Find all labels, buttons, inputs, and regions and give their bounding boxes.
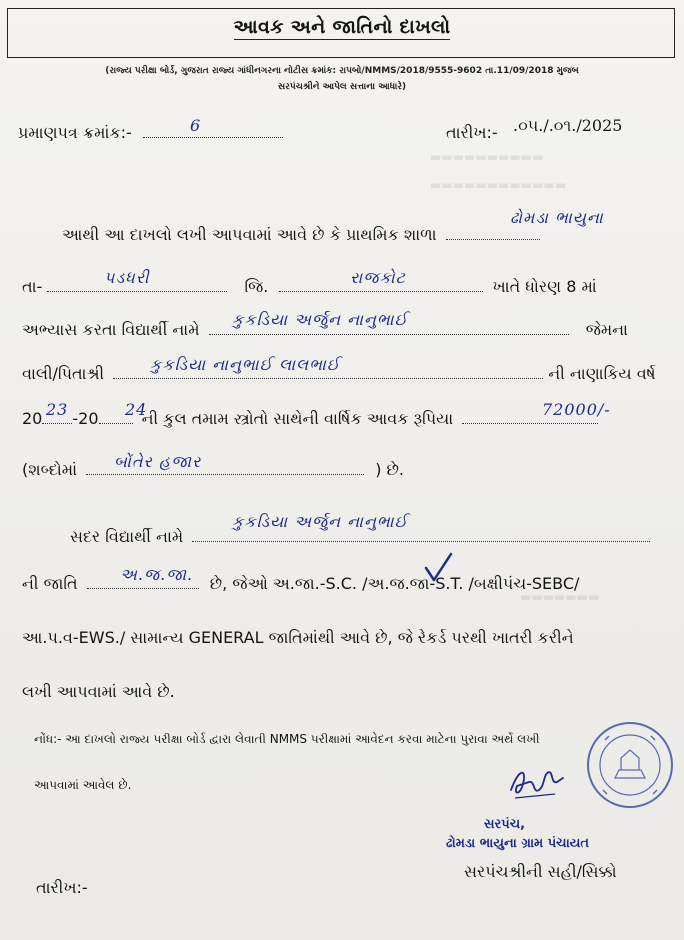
caste-line-3: લખી આપવામાં આવે છે. [22,682,175,701]
income-value: 72000/- [542,400,611,419]
caste-value: અ.જ.જા. [120,565,194,584]
note-line-2: આપવામાં આવેલ છે. [34,778,132,792]
district-label: જિ. [244,277,269,296]
date-label: તારીખ:- [446,123,498,142]
student-label-2: સદર વિદ્યાર્થી નામે [70,527,184,546]
certificate-number: 6 [190,116,202,135]
words-end: ) છે. [375,460,404,479]
signature-label: સરપંચશ્રીની સહી/સિક્કો [464,862,617,881]
school-row [62,225,540,245]
note-line-1: નોંધ:- આ દાખલો રાજ્ય પરીક્ષા બોર્ડ દ્વારા લેવાતી NMMS પરીક્ષામાં આવેદન કરવા માટેના પુરાવા અર્થે લખી [34,732,540,746]
district-value: રાજકોટ [350,268,406,287]
guardian-label: વાલી/પિતાશ્રી [22,364,105,383]
sarpanch-title: સરપંચ, [484,817,526,832]
student-label: અભ્યાસ કરતા વિદ્યાર્થી નામે [22,320,200,339]
school-name: ઢોમડા ભાયુના [510,208,604,227]
words-label: (શબ્દોમાં [22,460,77,479]
income-row [22,409,598,429]
student-name-2: કુકડિયા અર્જુન નાનુભાઈ [232,512,408,531]
words-value: બોંતેર હજાર [114,452,202,471]
year-value-2: 24 [125,400,148,419]
whose-text: જેમના [585,320,628,339]
year-prefix-2: -20 [72,409,99,428]
page-title: આવક અને જાતિનો દાખલો [233,16,451,38]
subtitle-line-2: સરપંચશ્રીને આપેલ સત્તાના આધારે) [277,82,407,92]
caste-options: છે, જેઓ અ.જા.-S.C. /અ.જ.જા-S.T. /બક્ષીપંચ-SEBC/ [209,574,580,593]
fiscal-text: ની નાણાકિય વર્ષ [548,364,656,383]
footer-date-label: તારીખ:- [36,878,88,897]
sarpanch-signature [505,760,565,805]
caste-line-2: આ.પ.વ-EWS./ સામાન્ય GENERAL જાતિમાંથી આવે છે, જે રેકર્ડ પરથી ખાતરી કરીને [22,628,574,647]
year-value-1: 23 [46,400,69,419]
subtitle-line-1: (રાજ્ય પરીક્ષા બોર્ડ, ગુજરાત રાજ્ય ગાંધીનગરના નોટીસ ક્રમાંક: રાપબો/NMMS/2018/9555-9602 તા.11/09/2018 મુજબ [105,66,579,76]
certificate-label: પ્રમાણપત્ર ક્રમાંક:- [18,123,132,142]
certificate-number-row [18,123,283,143]
standard-text: ખાતે ધોરણ 8 માં [492,277,597,296]
student-name: કુકડિયા અર્જુન નાનુભાઈ [232,310,408,329]
caste-label: ની જાતિ [22,574,78,593]
guardian-name: કુકડિયા નાનુભાઈ લાલભાઈ [150,355,341,374]
panchayat-stamp [585,720,675,810]
show-through-text: ▬▬▬▬▬▬▬▬▬▬ [430,150,544,164]
taluka-label: તા- [22,277,43,296]
certificate-number-line [143,123,283,138]
show-through-text: ▬▬▬▬▬▬▬▬▬▬▬▬ [430,178,567,192]
date-value: .૦૫./.૦૧./2025 [513,116,623,135]
income-text: ની કુલ તમામ સ્ત્રોતો સાથેની વાર્ષિક આવક રૂપિયા [141,409,454,428]
taluka-value: પડધરી [104,268,150,287]
caste-row [22,574,579,594]
date-row [446,123,498,143]
panchayat-name: ઢોમડા ભાયુના ગ્રામ પંચાયત [446,836,590,851]
year-prefix-1: 20 [22,409,43,428]
school-intro-text: આથી આ દાખલો લખી આપવામાં આવે છે કે પ્રાથમિક શાળા [62,225,437,244]
words-row [22,460,404,480]
show-through-text: ▬▬▬▬▬▬▬ [520,590,600,604]
check-mark-icon [424,552,454,584]
